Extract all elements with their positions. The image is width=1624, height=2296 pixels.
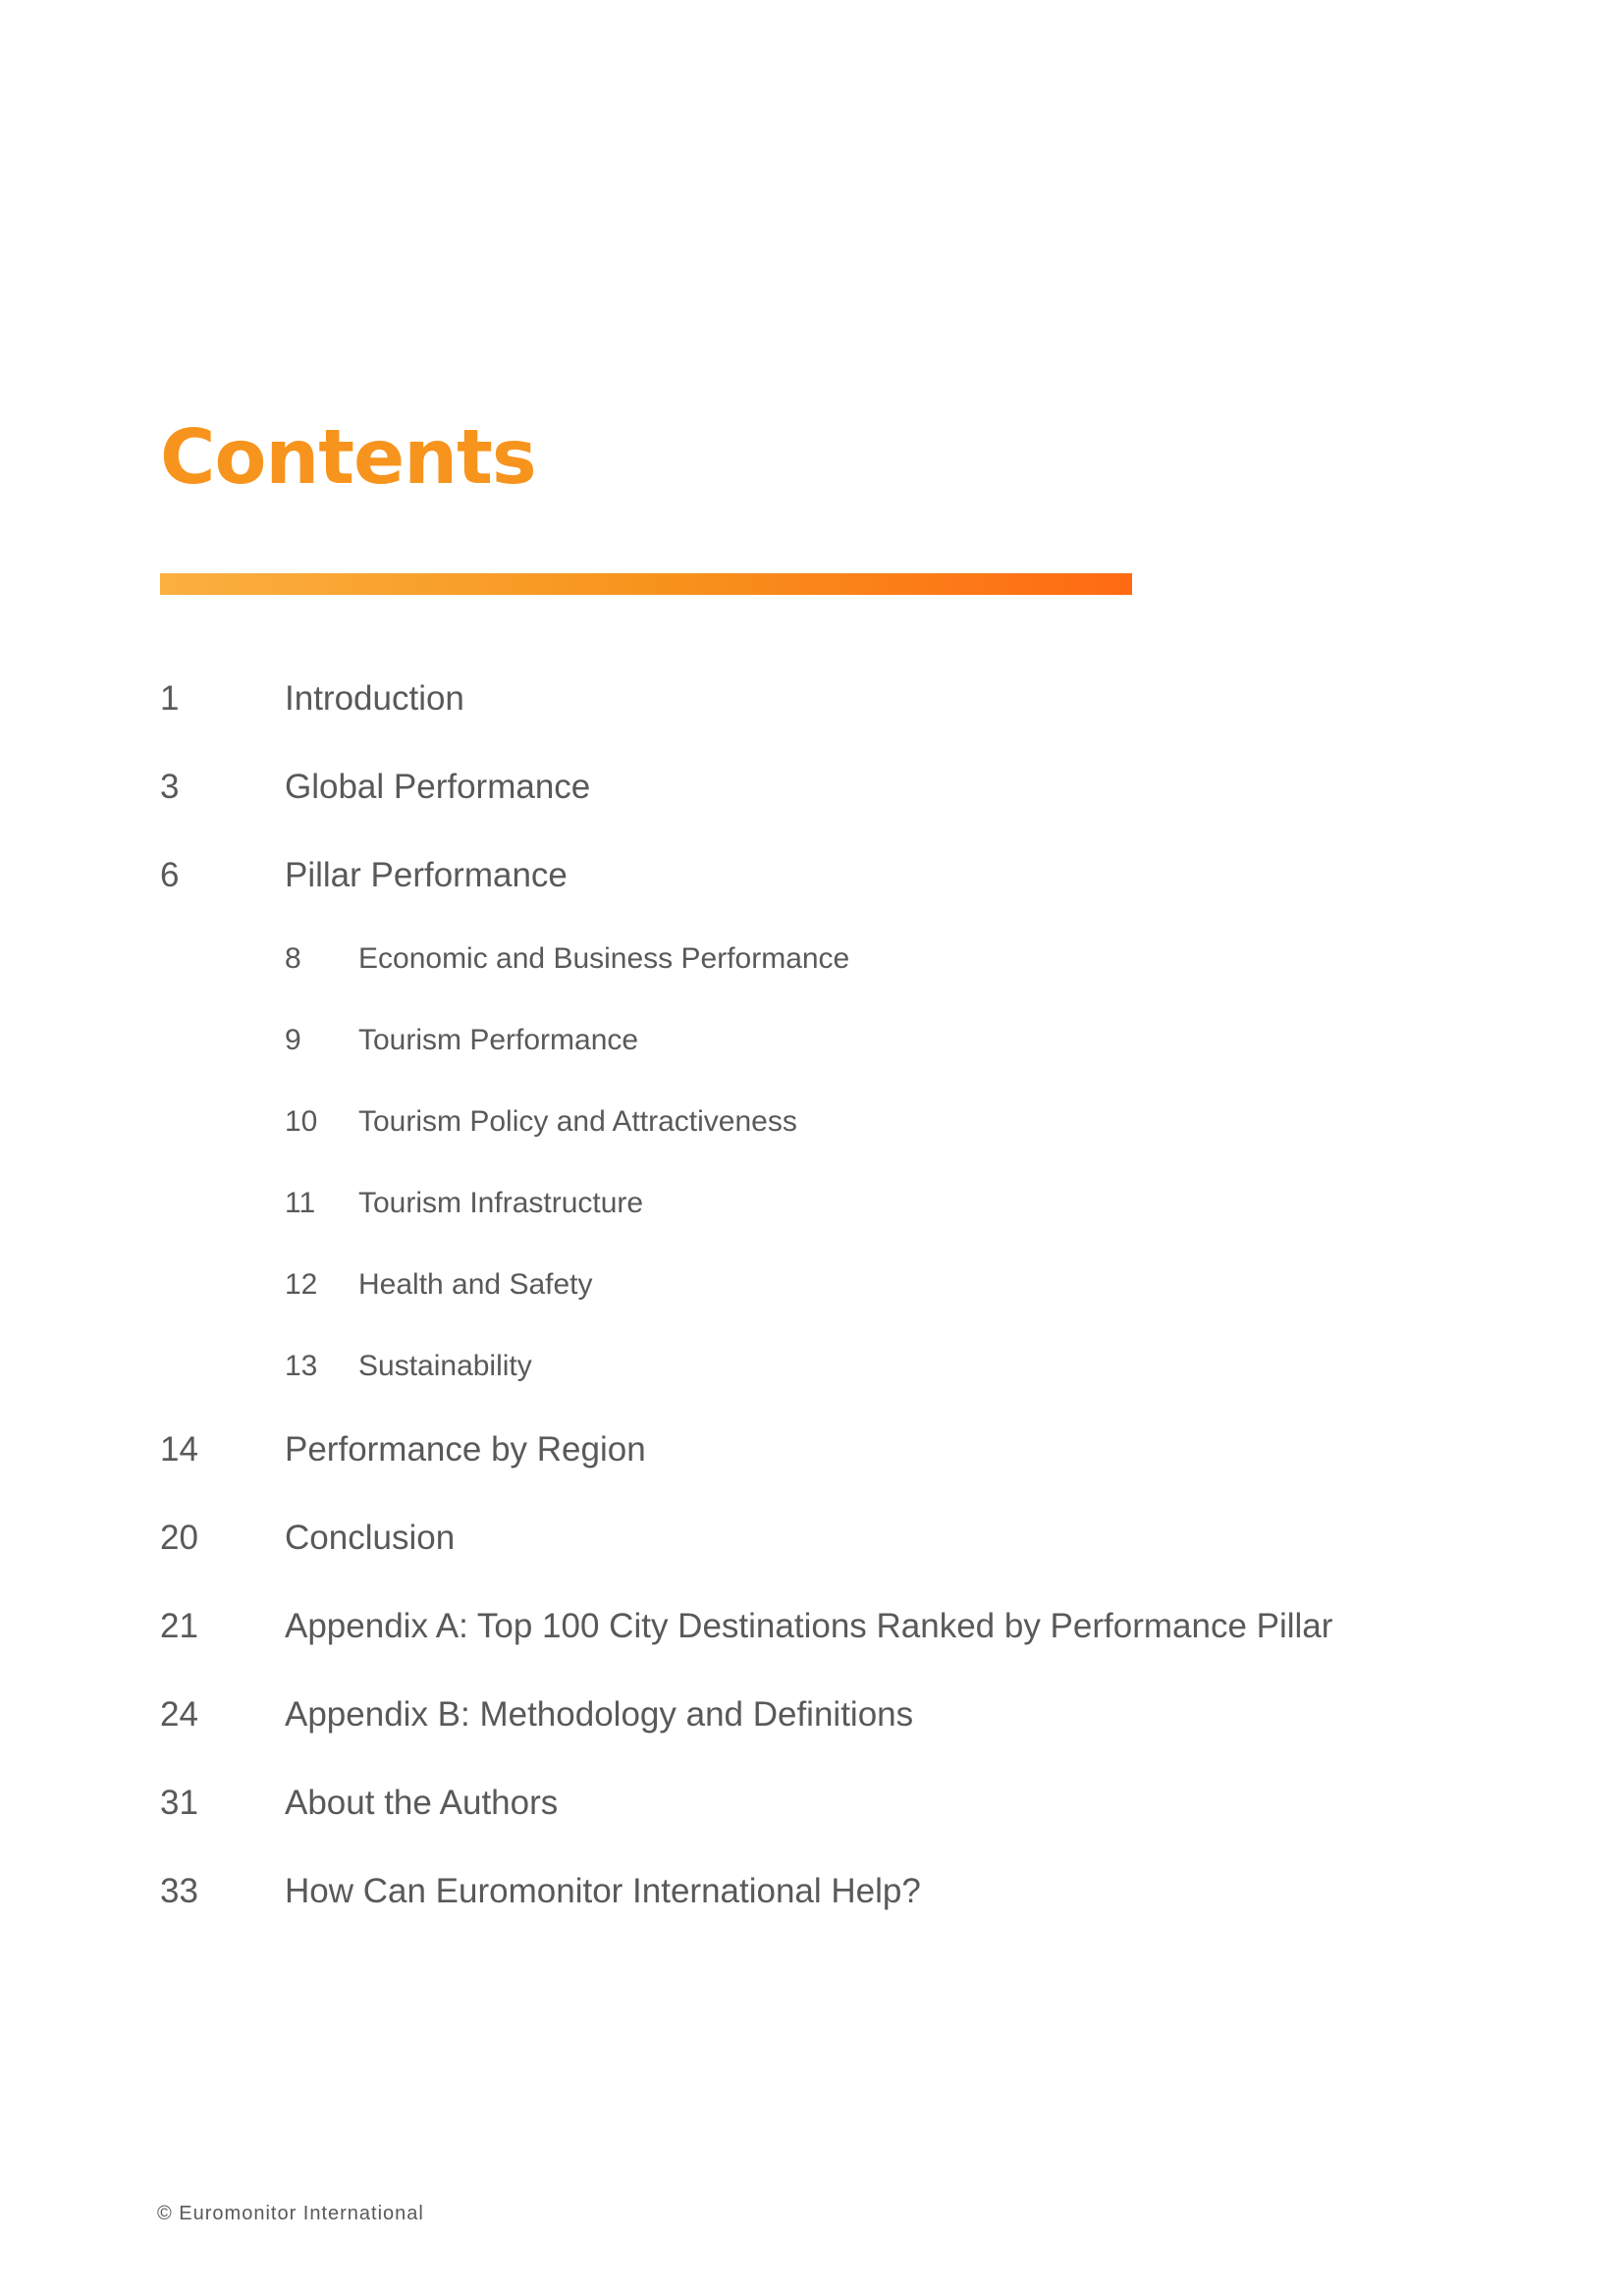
toc-page-number: 21 <box>160 1607 198 1645</box>
toc-entry-label: Appendix B: Methodology and Definitions <box>285 1695 914 1734</box>
toc-subentry-sustainability[interactable] <box>0 1347 1624 1386</box>
toc-page-number: 31 <box>160 1784 198 1822</box>
toc-entry-label: Conclusion <box>285 1519 456 1557</box>
toc-entry-conclusion[interactable] <box>0 1519 1624 1558</box>
toc-entry-performance-by-region[interactable] <box>0 1430 1624 1469</box>
toc-entry-global-performance[interactable] <box>0 768 1624 807</box>
toc-page-number: 12 <box>285 1268 318 1301</box>
toc-entry-label: Introduction <box>285 679 464 718</box>
toc-entry-appendix-a[interactable] <box>0 1607 1624 1646</box>
toc-page-number: 14 <box>160 1430 198 1468</box>
toc-page-number: 11 <box>285 1187 316 1219</box>
toc-entry-introduction[interactable] <box>0 679 1624 719</box>
toc-subentry-tourism-performance[interactable] <box>0 1021 1624 1060</box>
toc-subentry-health-safety[interactable] <box>0 1265 1624 1305</box>
toc-entry-label: Tourism Policy and Attractiveness <box>358 1105 797 1138</box>
toc-entry-label: Appendix A: Top 100 City Destinations Ranked by Performance Pillar <box>285 1607 1333 1645</box>
toc-entry-label: Health and Safety <box>358 1268 593 1301</box>
toc-page-number: 9 <box>285 1024 301 1056</box>
toc-subentry-tourism-infrastructure[interactable] <box>0 1184 1624 1223</box>
toc-page-number: 20 <box>160 1519 198 1557</box>
toc-entry-label: Tourism Performance <box>358 1024 639 1056</box>
toc-entry-label: How Can Euromonitor International Help? <box>285 1872 921 1910</box>
toc-entry-how-can-help[interactable] <box>0 1872 1624 1911</box>
toc-page-number: 8 <box>285 942 301 975</box>
toc-page-number: 6 <box>160 856 180 894</box>
toc-page-number: 3 <box>160 768 180 806</box>
toc-entry-label: Global Performance <box>285 768 591 806</box>
title-divider <box>160 573 1132 595</box>
toc-page-number: 1 <box>160 679 180 718</box>
toc-entry-label: Economic and Business Performance <box>358 942 850 975</box>
toc-entry-label: Performance by Region <box>285 1430 646 1468</box>
toc-subentry-tourism-policy[interactable] <box>0 1102 1624 1142</box>
toc-page-number: 10 <box>285 1105 318 1138</box>
toc-page-number: 13 <box>285 1350 318 1382</box>
toc-entry-label: Sustainability <box>358 1350 532 1382</box>
toc-entry-label: About the Authors <box>285 1784 559 1822</box>
toc-subentry-economic-business[interactable] <box>0 939 1624 979</box>
toc-page-number: 24 <box>160 1695 198 1734</box>
page-title: Contents <box>160 414 536 502</box>
toc-entry-about-authors[interactable] <box>0 1784 1624 1823</box>
toc-entry-label: Tourism Infrastructure <box>358 1187 644 1219</box>
toc-entry-appendix-b[interactable] <box>0 1695 1624 1735</box>
toc-page-number: 33 <box>160 1872 198 1910</box>
copyright-footer: © Euromonitor International <box>157 2203 424 2224</box>
toc-entry-label: Pillar Performance <box>285 856 568 894</box>
toc-entry-pillar-performance[interactable] <box>0 856 1624 895</box>
